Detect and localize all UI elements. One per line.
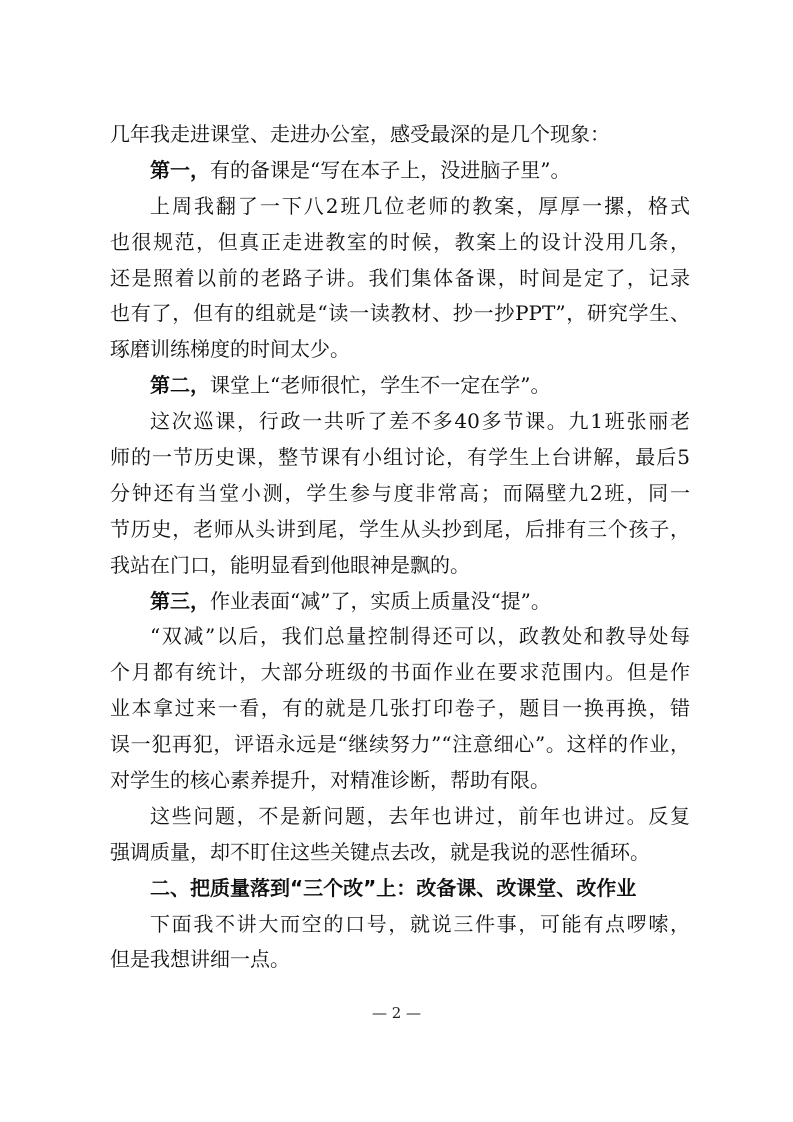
paragraph-line: 还是照着以前的老路子讲。我们集体备课，时间是定了，记录: [110, 265, 690, 290]
point-text: 课堂上“老师很忙，学生不一定在学”。: [210, 373, 551, 398]
paragraph-line: 下面我不讲大而空的口号，就说三件事，可能有点啰嗦，: [150, 911, 690, 936]
paragraph-line: 节历史，老师从头讲到尾，学生从头抄到尾，后排有三个孩子，: [110, 516, 690, 541]
paragraph-line: 强调质量，却不盯住这些关键点去改，就是我说的恶性循环。: [110, 839, 650, 864]
point-label: 第三，: [150, 588, 210, 613]
point-text: 有的备课是“写在本子上，没进脑子里”。: [210, 157, 571, 182]
point-text: 作业表面“减”了，实质上质量没“提”。: [210, 588, 551, 613]
paragraph-line: 也很规范，但真正走进教室的时候，教案上的设计没用几条，: [110, 229, 690, 254]
point-three-heading: [110, 584, 690, 620]
paragraph-line: 对学生的核心素养提升，对精准诊断，帮助有限。: [110, 768, 550, 793]
point-label: 第一，: [150, 157, 210, 182]
paragraph-line: 几年我走进课堂、走进办公室，感受最深的是几个现象：: [110, 122, 610, 146]
page-number: — 2 —: [371, 1004, 422, 1022]
point-two-heading: [110, 368, 690, 404]
paragraph-line: 也有了，但有的组就是“读一读教材、抄一抄PPT”，研究学生、: [110, 301, 690, 326]
paragraph-line: 上周我翻了一下八2班几位老师的教案，厚厚一摞，格式: [150, 193, 690, 218]
paragraph-line: 师的一节历史课，整节课有小组讨论，有学生上台讲解，最后5: [110, 445, 690, 470]
paragraph-line: 误一犯再犯，评语永远是“继续努力”“注意细心”。这样的作业，: [110, 732, 690, 757]
paragraph-line: 但是我想讲细一点。: [110, 947, 290, 972]
paragraph-line: 琢磨训练梯度的时间太少。: [110, 337, 350, 362]
paragraph-line: 这些问题，不是新问题，去年也讲过，前年也讲过。反复: [150, 803, 690, 828]
section-heading: 二、把质量落到“三个改”上：改备课、改课堂、改作业: [150, 875, 637, 900]
paragraph-line: 这次巡课，行政一共听了差不多40多节课。九1班张丽老: [150, 409, 690, 434]
point-one-heading: [110, 153, 690, 189]
paragraph-line: 分钟还有当堂小测，学生参与度非常高；而隔壁九2班，同一: [110, 480, 690, 505]
paragraph-line: “双减”以后，我们总量控制得还可以，政教处和教导处每: [150, 624, 690, 649]
paragraph-line: 个月都有统计，大部分班级的书面作业在要求范围内。但是作: [110, 660, 690, 685]
point-label: 第二，: [150, 373, 210, 398]
document-body: [110, 117, 690, 978]
paragraph-line: 业本拿过来一看，有的就是几张打印卷子，题目一换再换，错: [110, 696, 690, 721]
paragraph-line: 我站在门口，能明显看到他眼神是飘的。: [110, 552, 470, 577]
